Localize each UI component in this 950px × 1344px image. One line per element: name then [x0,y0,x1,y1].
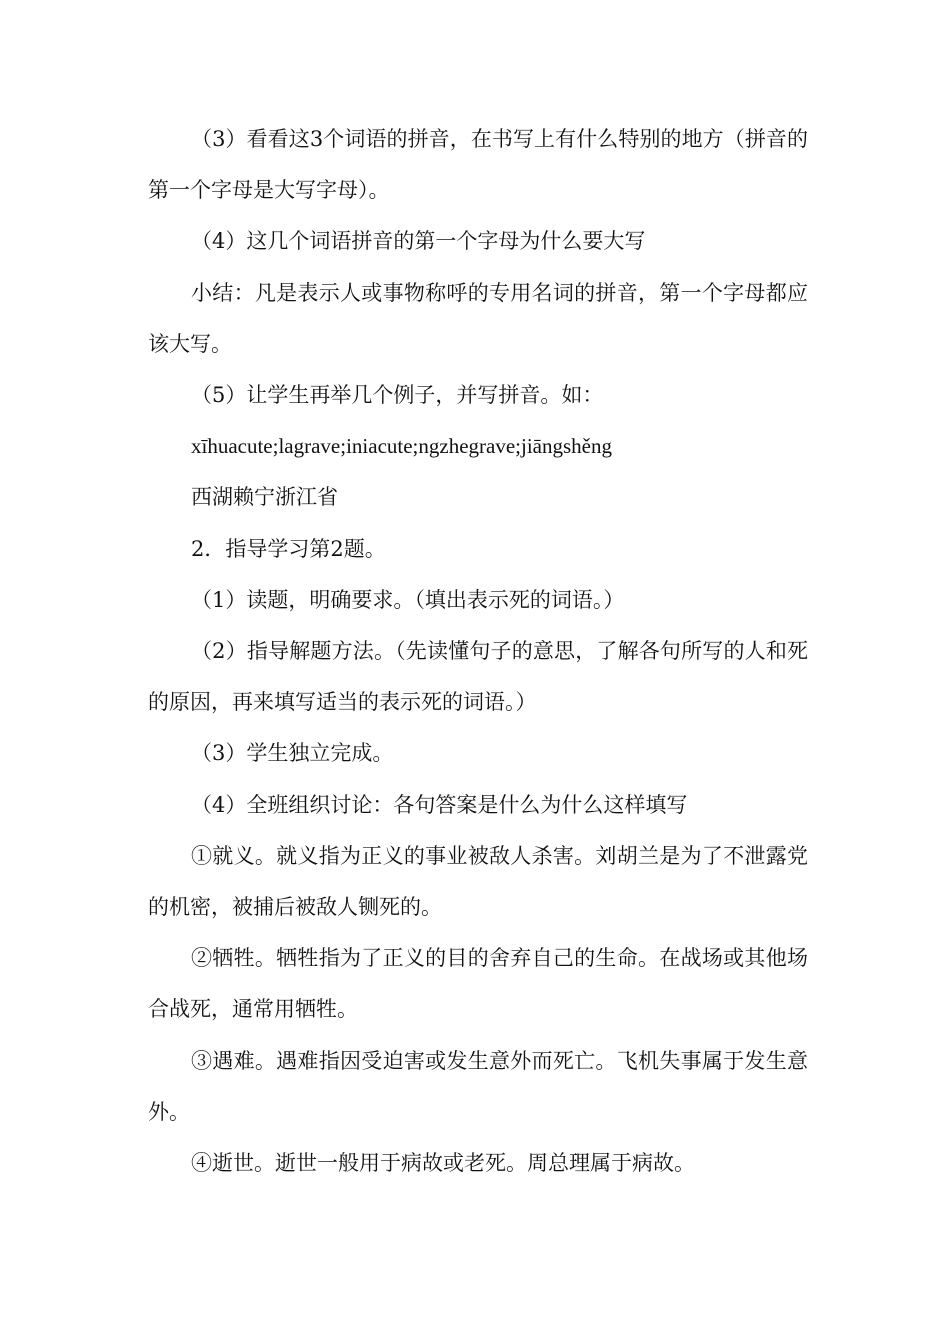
paragraph: （1）读题，明确要求。（填出表示死的词语。） [191,587,625,612]
paragraph: （2）指导解题方法。（先读懂句子的意思，了解各句所写的人和死的原因，再来填写适当的表示死的词语。） [148,639,808,715]
paragraph: （3）学生独立完成。 [191,741,394,766]
paragraph-summary: 小结：凡是表示人或事物称呼的专用名词的拼音，第一个字母都应该大写。 [148,280,808,356]
word-examples-line: 西湖赖宁浙江省 [191,485,338,510]
paragraph: （4）全班组织讨论：各句答案是什么为什么这样填写 [191,792,688,817]
paragraph: （5）让学生再举几个例子，并写拼音。如： [191,383,604,408]
document-body [148,114,808,1189]
pinyin-line: xīhuacute;lagrave;iniacute;ngzhegrave;jiāngshěng [191,434,612,459]
paragraph: （4）这几个词语拼音的第一个字母为什么要大写 [191,229,646,254]
answer-item: ④逝世。逝世一般用于病故或老死。周总理属于病故。 [191,1151,695,1176]
answer-item: ①就义。就义指为正义的事业被敌人杀害。刘胡兰是为了不泄露党的机密，被捕后被敌人铡死的。 [148,843,808,920]
paragraph: （3）看看这3个词语的拼音，在书写上有什么特别的地方（拼音的第一个字母是大写字母）。 [148,127,808,203]
answer-item: ③遇难。遇难指因受迫害或发生意外而死亡。飞机失事属于发生意外。 [148,1048,808,1124]
answer-item: ②牺牲。牺牲指为了正义的目的舍弃自己的生命。在战场或其他场合战死，通常用牺牲。 [148,946,808,1022]
section-heading: 2．指导学习第2题。 [191,536,386,561]
